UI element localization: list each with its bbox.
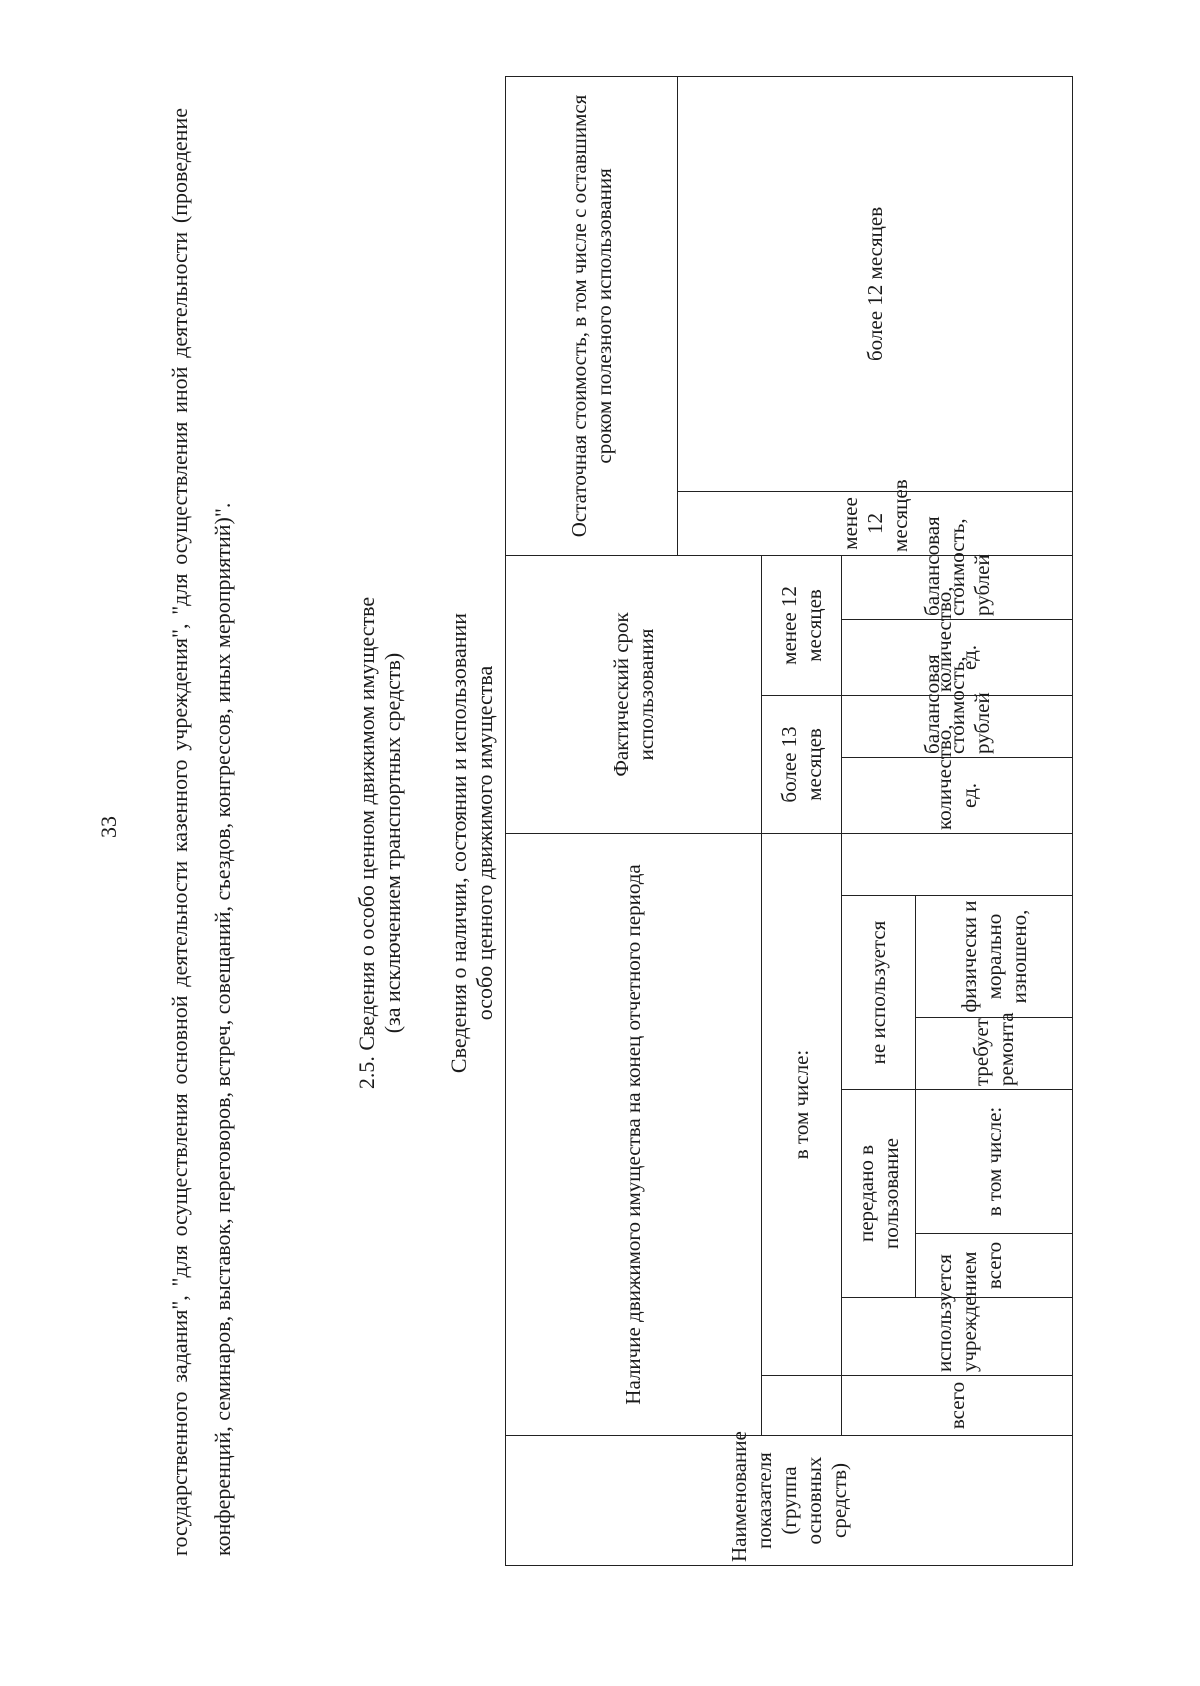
used-by-inst-header: используется учреждением	[842, 1298, 1073, 1376]
res-more12-header: более 12 месяцев	[678, 76, 1073, 491]
section-title-line2: (за исключением транспортных средств)	[380, 652, 405, 1034]
page-number: 33	[96, 816, 121, 838]
section-title	[354, 0, 406, 1686]
qty-header: количество, ед.	[842, 757, 1073, 833]
section-subtitle-line1: Сведения о наличии, состоянии и использовании	[446, 612, 471, 1074]
worn-out-header: физически и морально изношено,	[916, 896, 1073, 1018]
total-header: всего	[842, 1376, 1073, 1436]
needs-repair-header: требует ремонта	[916, 1018, 1073, 1090]
section-subtitle-line2: особо ценного движимого имущества	[472, 665, 497, 1021]
body-paragraph: государственного задания", "для осуществления основной деятельности казенного учреждения", "для осуществления иной деятельности (проведение конференций, семинаров, выставок, переговоров, встреч, совещаний, съездов, конгрессов, иных мероприятий)".	[167, 108, 235, 1556]
col-fact-term-header: Фактический срок использования	[506, 555, 762, 833]
less12-header: менее 12 месяцев	[762, 555, 842, 695]
not-used-header: не используется	[842, 896, 916, 1090]
tr-incl-header: в том числе:	[916, 1090, 1073, 1234]
col-name-header: Наименование показателя (группа основных средств)	[506, 1436, 1073, 1566]
col-presence-header: Наличие движимого имущества на конец отчетного периода	[506, 833, 762, 1435]
property-table	[505, 76, 1073, 1566]
transferred-header: передано в пользование	[842, 1090, 916, 1298]
more13-header: более 13 месяцев	[762, 695, 842, 833]
presence-last-blank	[842, 833, 1073, 895]
section-subtitle	[446, 0, 498, 1686]
incl-header: в том числе:	[762, 833, 842, 1375]
res-less12-header: менее 12 месяцев	[678, 491, 1073, 555]
section-title-line1: 2.5. Сведения о особо ценном движимом имуществе	[354, 596, 379, 1090]
qty2-header: количество, ед.	[842, 619, 1073, 695]
presence-blank	[762, 1376, 842, 1436]
tr-total-header: всего	[916, 1234, 1073, 1298]
balance2-header: балансовая стоимость, рублей	[842, 555, 1073, 619]
col-residual-header: Остаточная стоимость, в том числе с оставшимся сроком полезного использования	[506, 76, 678, 555]
balance-header: балансовая стоимость, рублей	[842, 695, 1073, 757]
